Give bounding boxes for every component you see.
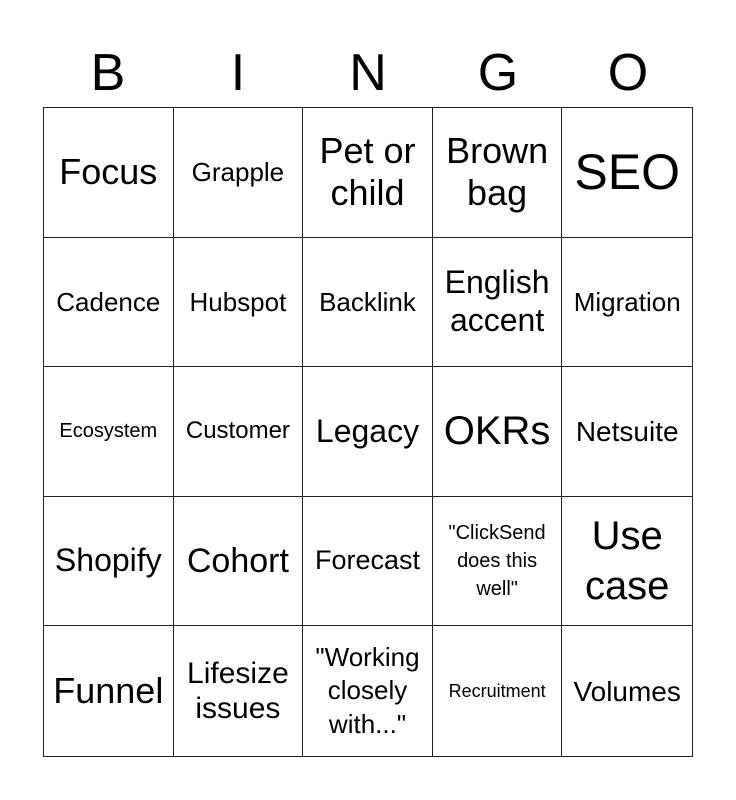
bingo-cell[interactable] [174,497,304,627]
bingo-cell[interactable] [433,238,563,368]
cell-text: Cohort [186,542,289,581]
bingo-cell[interactable] [562,238,692,368]
bingo-cell[interactable] [44,497,174,627]
bingo-cell[interactable] [174,626,304,756]
cell-text: "ClickSend does this well" [448,522,546,601]
bingo-cell[interactable] [44,626,174,756]
cell-text: Grapple [191,156,285,187]
cell-text: Legacy [315,412,420,449]
bingo-cell[interactable] [303,108,433,238]
cell-text: Brown bag [446,129,549,214]
cell-text: Forecast [314,545,421,576]
cell-text: Customer [185,417,290,445]
bingo-cell[interactable] [303,626,433,756]
bingo-cell[interactable] [174,108,304,238]
bingo-cell[interactable] [562,497,692,627]
bingo-cell[interactable] [44,108,174,238]
bingo-cell[interactable] [44,367,174,497]
bingo-cell[interactable] [433,108,563,238]
cell-text: Focus [59,151,158,193]
header-letter-g: G [477,44,519,102]
header-letter-n: N [349,44,387,102]
cell-text: English accent [444,264,550,338]
bingo-cell[interactable] [44,238,174,368]
header-letter-o: O [607,44,649,102]
cell-text: Backlink [319,286,416,317]
cell-text: Cadence [56,286,161,317]
bingo-cell[interactable] [303,367,433,497]
cell-text: Ecosystem [59,419,158,442]
header-letter-i: I [230,44,246,102]
cell-text: Hubspot [189,286,287,317]
bingo-cell[interactable] [433,497,563,627]
cell-text: Shopify [54,542,162,579]
bingo-cell[interactable] [433,367,563,497]
cell-text: Netsuite [575,415,679,447]
cell-text: Migration [573,286,681,317]
cell-text: "Working closely with..." [315,641,420,740]
bingo-cell[interactable] [433,626,563,756]
cell-text: OKRs [443,409,551,454]
bingo-cell[interactable] [562,626,692,756]
cell-text: Pet or child [319,129,416,214]
bingo-cell[interactable] [303,497,433,627]
bingo-grid [43,107,693,757]
bingo-cell[interactable] [174,367,304,497]
cell-text: Funnel [53,669,164,711]
cell-text: Recruitment [448,680,546,701]
cell-text: SEO [574,143,680,200]
bingo-cell[interactable] [303,238,433,368]
cell-text: Volumes [573,675,681,707]
bingo-cell[interactable] [562,108,692,238]
cell-text: Use case [584,514,670,609]
bingo-cell[interactable] [562,367,692,497]
bingo-header [43,40,693,106]
bingo-cell[interactable] [174,238,304,368]
header-letter-b: B [90,44,126,102]
cell-text: Lifesize issues [187,656,289,726]
